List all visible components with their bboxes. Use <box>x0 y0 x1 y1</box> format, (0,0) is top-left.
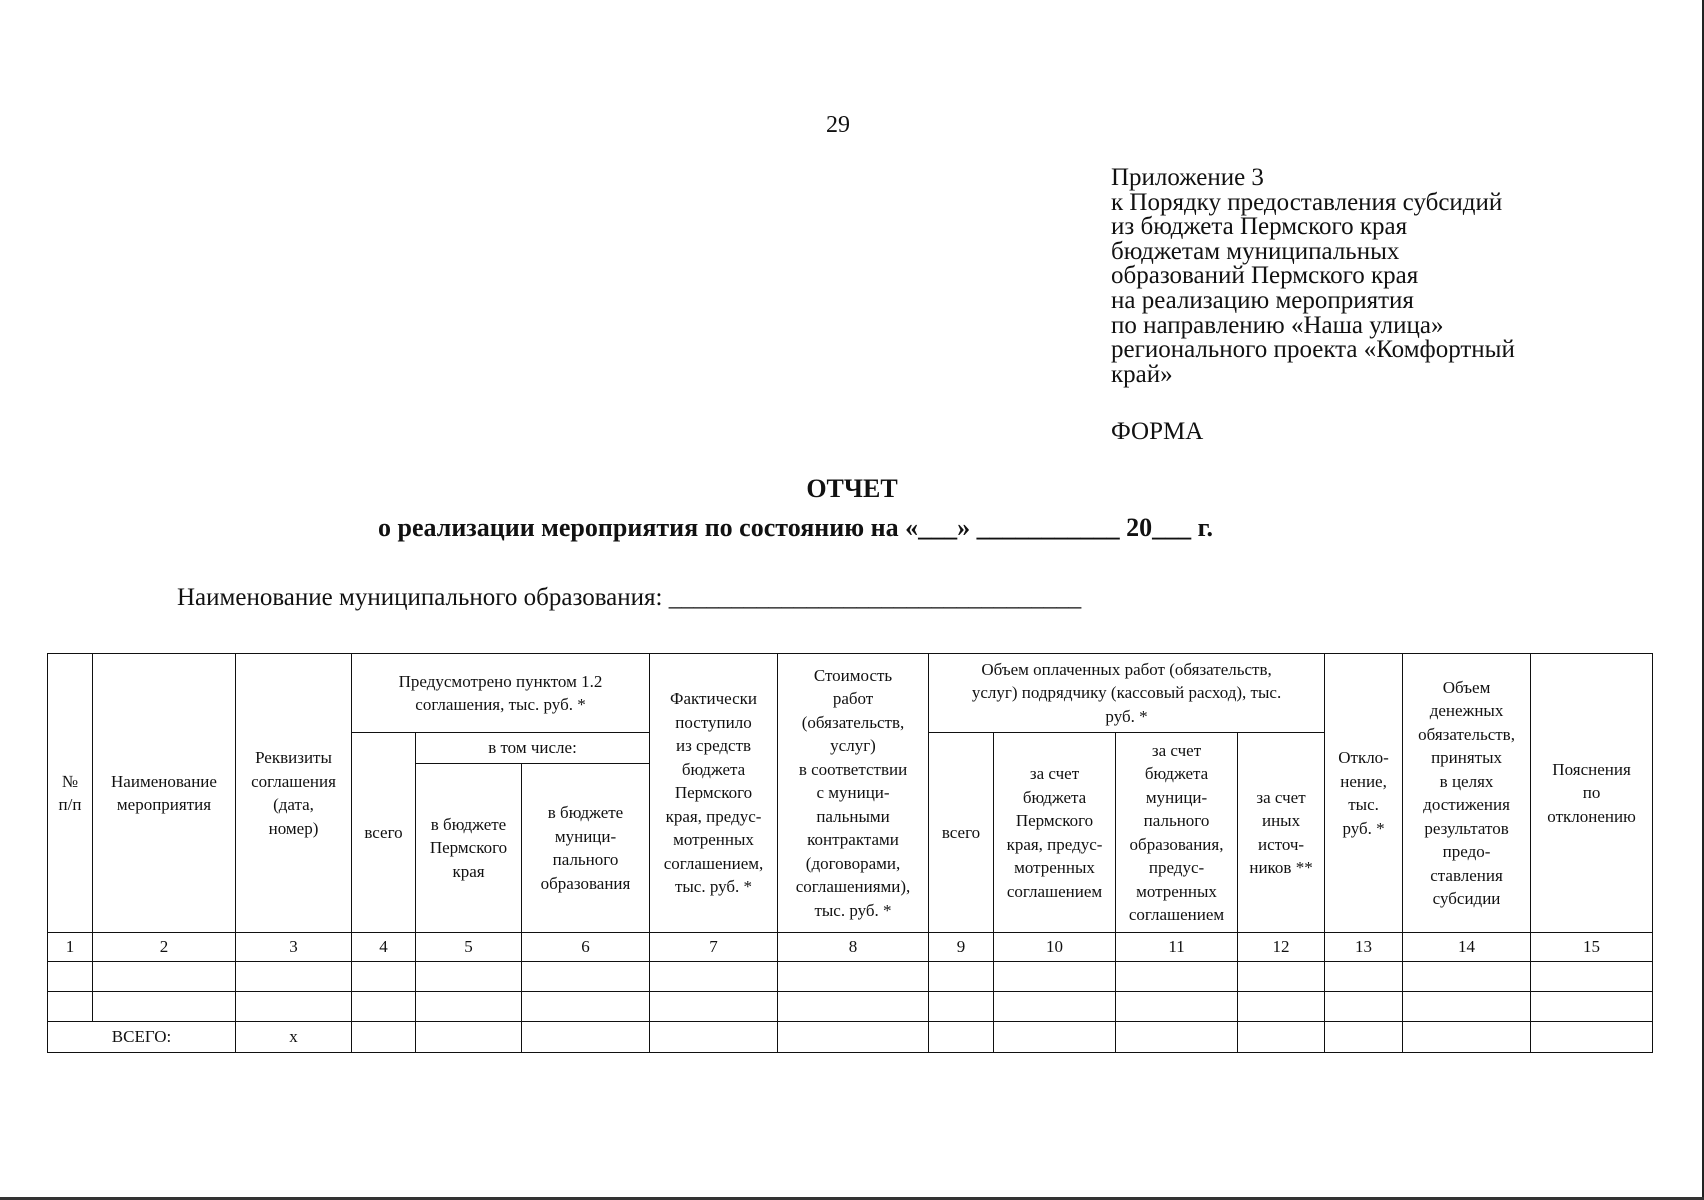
column-number-cell: 6 <box>522 933 650 962</box>
column-number-cell: 8 <box>778 933 929 962</box>
text-line: к Порядку предоставления субсидий <box>1111 188 1503 216</box>
text-line: края <box>452 861 485 881</box>
text-line: бюджета <box>681 759 746 779</box>
text-line: ставления <box>1430 865 1503 885</box>
cell <box>929 1022 994 1053</box>
text-line: предус- <box>1148 858 1205 877</box>
text-line: Объем оплаченных работ (обязательств, <box>981 659 1272 679</box>
header-col13 <box>1325 654 1403 933</box>
header-col10 <box>994 733 1116 933</box>
cell <box>929 992 994 1022</box>
header-col14 <box>1403 654 1531 933</box>
text-line: образования, <box>1129 834 1224 854</box>
text-line: Предусмотрено пунктом 1.2 <box>398 671 603 691</box>
text-line: иных <box>1261 811 1301 830</box>
table-row <box>48 992 1653 1022</box>
text-line: край» <box>1111 360 1173 388</box>
column-number-cell: 9 <box>929 933 994 962</box>
column-number-row <box>48 933 1653 962</box>
form-label: ФОРМА <box>1111 418 1204 445</box>
text-line: Пояснения <box>1552 759 1631 779</box>
text-line: с муници- <box>816 783 890 803</box>
text-line: бюджета <box>1022 787 1087 807</box>
column-number-cell: 14 <box>1403 933 1531 962</box>
column-number-cell: 15 <box>1531 933 1653 962</box>
text-line: предо- <box>1442 842 1491 861</box>
cell <box>1325 1022 1403 1053</box>
text-line: номер) <box>268 818 319 838</box>
column-number-cell: 1 <box>48 933 93 962</box>
header-col4: всего <box>352 733 416 933</box>
text-line: за счет <box>1029 764 1080 783</box>
text-line: соглашением <box>1128 905 1225 924</box>
text-line: услуг) <box>830 736 876 756</box>
cell <box>1531 1022 1653 1053</box>
text-line: руб. * <box>1342 818 1385 838</box>
municipality-field: Наименование муниципального образования: _________________________________ <box>177 584 1082 611</box>
cell <box>416 962 522 992</box>
cell <box>994 1022 1116 1053</box>
report-title: ОТЧЕТ <box>806 474 898 503</box>
text-line: работ <box>832 689 874 709</box>
report-subtitle: о реализации мероприятия по состоянию на «___» ___________ 20___ г. <box>378 513 1213 542</box>
text-line: Фактически <box>670 689 757 709</box>
cell <box>778 992 929 1022</box>
column-number-cell: 2 <box>93 933 236 962</box>
header-group-9-12 <box>929 654 1325 733</box>
text-line: в бюджете <box>547 803 624 822</box>
cell <box>1238 962 1325 992</box>
text-line: мероприятия <box>116 795 212 814</box>
header-col7 <box>650 654 778 933</box>
text-line: муници- <box>554 826 617 846</box>
text-line: бюджетам муниципальных <box>1111 237 1400 265</box>
text-line: по направлению «Наша улица» <box>1111 311 1444 339</box>
cell <box>650 1022 778 1053</box>
text-line: тыс. руб. * <box>814 900 892 920</box>
text-line: результатов <box>1424 818 1509 838</box>
column-number-cell: 11 <box>1116 933 1238 962</box>
header-col5 <box>416 764 522 933</box>
text-line: Пермского <box>674 783 753 803</box>
text-line: (договорами, <box>805 853 901 873</box>
text-line: услуг) подрядчику (кассовый расход), тыс. <box>971 683 1282 703</box>
text-line: соглашением, <box>663 853 764 873</box>
cell <box>236 962 352 992</box>
cell <box>929 962 994 992</box>
table-row <box>48 962 1653 992</box>
text-line: по <box>1582 783 1601 803</box>
text-line: в соответствии <box>798 759 908 779</box>
text-line: соглашением <box>1006 881 1103 901</box>
cell <box>1403 992 1531 1022</box>
cell <box>522 962 650 992</box>
text-line: Откло- <box>1338 748 1389 767</box>
text-line: тыс. <box>1348 795 1379 814</box>
text-line: края, предус- <box>1006 834 1103 854</box>
header-group-4-6 <box>352 654 650 733</box>
column-number-cell: 10 <box>994 933 1116 962</box>
text-line: соглашениями), <box>795 877 911 897</box>
text-line: тыс. руб. * <box>674 877 753 897</box>
text-line: пального <box>1143 811 1210 830</box>
cell <box>352 1022 416 1053</box>
text-line: мотренных <box>1136 881 1217 901</box>
cell <box>1403 962 1531 992</box>
text-line: ников ** <box>1249 858 1313 877</box>
cell <box>1325 992 1403 1022</box>
text-line: отклонению <box>1547 806 1636 826</box>
header-col3 <box>236 654 352 933</box>
column-number-cell: 7 <box>650 933 778 962</box>
text-line: источ- <box>1257 834 1305 854</box>
cell <box>778 962 929 992</box>
cell <box>352 992 416 1022</box>
text-line: края, предус- <box>665 806 762 826</box>
cell <box>416 1022 522 1053</box>
text-line: (обязательств, <box>801 712 905 732</box>
cell <box>1403 1022 1531 1053</box>
cell <box>994 992 1116 1022</box>
cell <box>1116 1022 1238 1053</box>
column-number-cell: 3 <box>236 933 352 962</box>
text-line: муници- <box>1145 787 1208 807</box>
cell <box>650 992 778 1022</box>
text-line: Наименование <box>111 771 217 791</box>
text-line: субсидии <box>1432 889 1501 908</box>
text-line: мотренных <box>673 830 754 850</box>
cell <box>48 992 93 1022</box>
text-line: поступило <box>675 712 752 732</box>
cell <box>1531 992 1653 1022</box>
text-line: обязательств, <box>1418 724 1515 744</box>
cell <box>1325 962 1403 992</box>
text-line: из бюджета Пермского края <box>1111 213 1408 241</box>
text-line: (дата, <box>273 795 314 814</box>
text-line: в целях <box>1439 771 1494 791</box>
text-line: пальными <box>816 806 890 826</box>
text-line: соглашения, тыс. руб. * <box>415 695 586 714</box>
appendix-header <box>1111 166 1515 387</box>
header-col8 <box>778 654 929 933</box>
cell <box>522 1022 650 1053</box>
page-number: 29 <box>826 112 850 138</box>
text-line: Приложение 3 <box>1111 164 1264 191</box>
text-line: Объем <box>1442 677 1491 697</box>
text-line: Стоимость <box>813 665 893 685</box>
cell <box>1238 992 1325 1022</box>
cell <box>48 962 93 992</box>
text-line: пального <box>552 850 619 869</box>
column-number-cell: 13 <box>1325 933 1403 962</box>
cell <box>236 992 352 1022</box>
cell <box>1116 962 1238 992</box>
header-including: в том числе: <box>416 733 650 764</box>
cell <box>1238 1022 1325 1053</box>
cell <box>352 962 416 992</box>
cell <box>416 992 522 1022</box>
text-line: руб. * <box>1105 706 1148 726</box>
header-row-top <box>48 654 1653 733</box>
text-line: Пермского <box>1015 811 1094 830</box>
cell <box>994 962 1116 992</box>
text-line: Пермского <box>429 838 508 858</box>
column-number-cell: 4 <box>352 933 416 962</box>
text-line: контрактами <box>807 830 899 850</box>
text-line: денежных <box>1429 701 1504 720</box>
cell <box>522 992 650 1022</box>
total-label: ВСЕГО: <box>48 1022 236 1053</box>
text-line: нение, <box>1340 771 1387 791</box>
text-line: на реализацию мероприятия <box>1111 286 1414 314</box>
column-number-cell: 12 <box>1238 933 1325 962</box>
header-col11 <box>1116 733 1238 933</box>
total-col3: x <box>236 1022 352 1053</box>
text-line: образования <box>540 873 631 893</box>
header-col15 <box>1531 654 1653 933</box>
cell <box>650 962 778 992</box>
cell <box>778 1022 929 1053</box>
header-col1 <box>48 654 93 933</box>
cell <box>1531 962 1653 992</box>
text-line: за счет <box>1151 740 1202 760</box>
text-line: п/п <box>58 795 82 814</box>
header-col6 <box>522 764 650 933</box>
text-line: № <box>61 771 79 791</box>
header-col2 <box>93 654 236 933</box>
report-table <box>47 653 1653 1053</box>
header-col12 <box>1238 733 1325 933</box>
text-line: Реквизиты <box>255 748 332 767</box>
text-line: соглашения <box>251 771 336 791</box>
header-col9: всего <box>929 733 994 933</box>
total-row <box>48 1022 1653 1053</box>
text-line: в бюджете <box>430 814 507 834</box>
cell <box>1116 992 1238 1022</box>
text-line: образований Пермского края <box>1111 262 1419 290</box>
text-line: достижения <box>1423 795 1510 814</box>
cell <box>93 962 236 992</box>
text-line: из средств <box>675 736 752 756</box>
text-line: мотренных <box>1014 858 1095 877</box>
text-line: бюджета <box>1144 764 1209 783</box>
text-line: принятых <box>1431 748 1503 767</box>
cell <box>93 992 236 1022</box>
text-line: регионального проекта «Комфортный <box>1111 336 1515 364</box>
text-line: за счет <box>1256 787 1306 807</box>
column-number-cell: 5 <box>416 933 522 962</box>
